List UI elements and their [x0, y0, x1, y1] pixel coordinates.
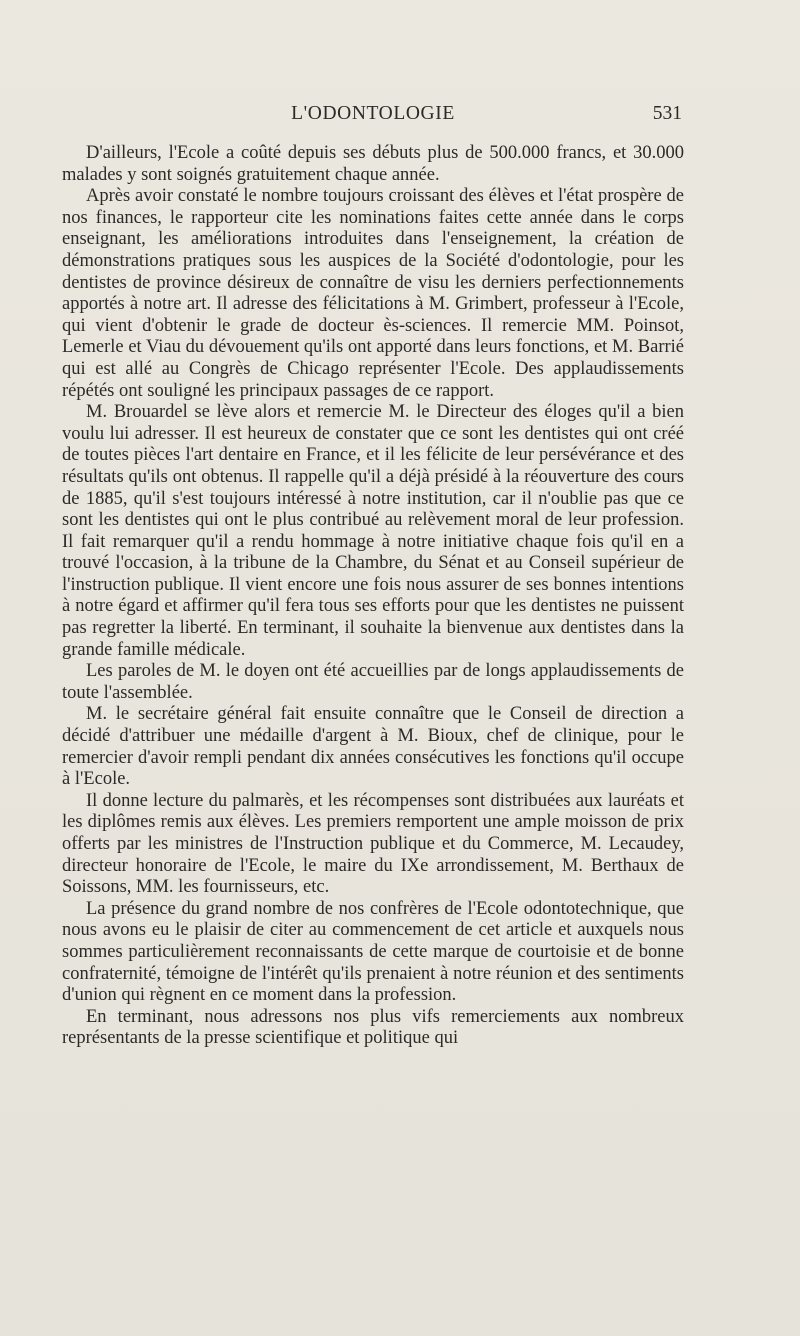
paragraph: Après avoir constaté le nombre toujours croissant des élèves et l'état prospère de nos finances, le rapporteur cite les nominations faites cette année dans le corps enseignant, les améliorations introduites dans l'enseignement, la création de démonstrations pratiques sous les auspices de la Société d'odontologie, pour les dentistes de province désireux de connaître de visu les derniers perfectionnements apportés à notre art. Il adresse des félicitations à M. Grimbert, professeur à l'Ecole, qui vient d'obtenir le grade de docteur ès-sciences. Il remercie MM. Poinsot, Lemerle et Viau du dévouement qu'ils ont apporté dans leurs fonctions, et M. Barrié qui est allé au Congrès de Chicago représenter l'Ecole. Des applaudissements répétés ont souligné les principaux passages de ce rapport.: [62, 186, 684, 401]
paragraph: Il donne lecture du palmarès, et les récompenses sont distribuées aux lauréats et les diplômes remis aux élèves. Les premiers remportent une ample moisson de prix offerts par les ministres de l'Instruction publique et du Commerce, M. Lecaudey, directeur honoraire de l'Ecole, le maire du IXe arrondissement, M. Berthaux de Soissons, MM. les fournisseurs, etc.: [62, 790, 684, 898]
paragraph: M. le secrétaire général fait ensuite connaître que le Conseil de direction a décidé d'attribuer une médaille d'argent à M. Bioux, chef de clinique, pour le remercier d'avoir rempli pendant dix années consécutives les fonctions qu'il occupe à l'Ecole.: [62, 704, 684, 790]
running-header: [62, 103, 684, 133]
running-title: L'ODONTOLOGIE: [291, 103, 455, 124]
paragraph: D'ailleurs, l'Ecole a coûté depuis ses débuts plus de 500.000 francs, et 30.000 malades y sont soignés gratuitement chaque année.: [62, 143, 684, 185]
paragraph: M. Brouardel se lève alors et remercie M. le Directeur des éloges qu'il a bien voulu lui adresser. Il est heureux de constater que ce sont les dentistes qui ont créé de toutes pièces l'art dentaire en France, et il les félicite de leur persévérance et des résultats qu'ils ont obtenus. Il rappelle qu'il a déjà présidé à la réouverture des cours de 1885, qu'il s'est toujours intéressé à notre institution, car il n'oublie pas que ce sont les dentistes qui ont le plus contribué au relèvement moral de leur profession. Il fait remarquer qu'il a rendu hommage à notre initiative chaque fois qu'il en a trouvé l'occasion, à la tribune de la Chambre, du Sénat et au Conseil supérieur de l'instruction publique. Il vient encore une fois nous assurer de ses bonnes intentions à notre égard et affirmer qu'il fera tous ses efforts pour que les dentistes ne puissent pas regretter la liberté. En terminant, il souhaite la bienvenue aux dentistes dans la grande famille médicale.: [62, 402, 684, 660]
paragraph: La présence du grand nombre de nos confrères de l'Ecole odontotechnique, que nous avons eu le plaisir de citer au commencement de cet article et auxquels nous sommes particulièrement reconnaissants de cette marque de courtoisie et de bonne confraternité, témoigne de l'intérêt qu'ils prenaient à notre réunion et des sentiments d'union qui règnent en ce moment dans la profession.: [62, 898, 684, 1006]
paragraph: Les paroles de M. le doyen ont été accueillies par de longs applaudissements de toute l'assemblée.: [62, 661, 684, 703]
page-number: 531: [652, 103, 682, 124]
paragraph: En terminant, nous adressons nos plus vifs remerciements aux nombreux représentants de la presse scientifique et politique qui: [62, 1006, 684, 1049]
body-text: [62, 143, 684, 1050]
